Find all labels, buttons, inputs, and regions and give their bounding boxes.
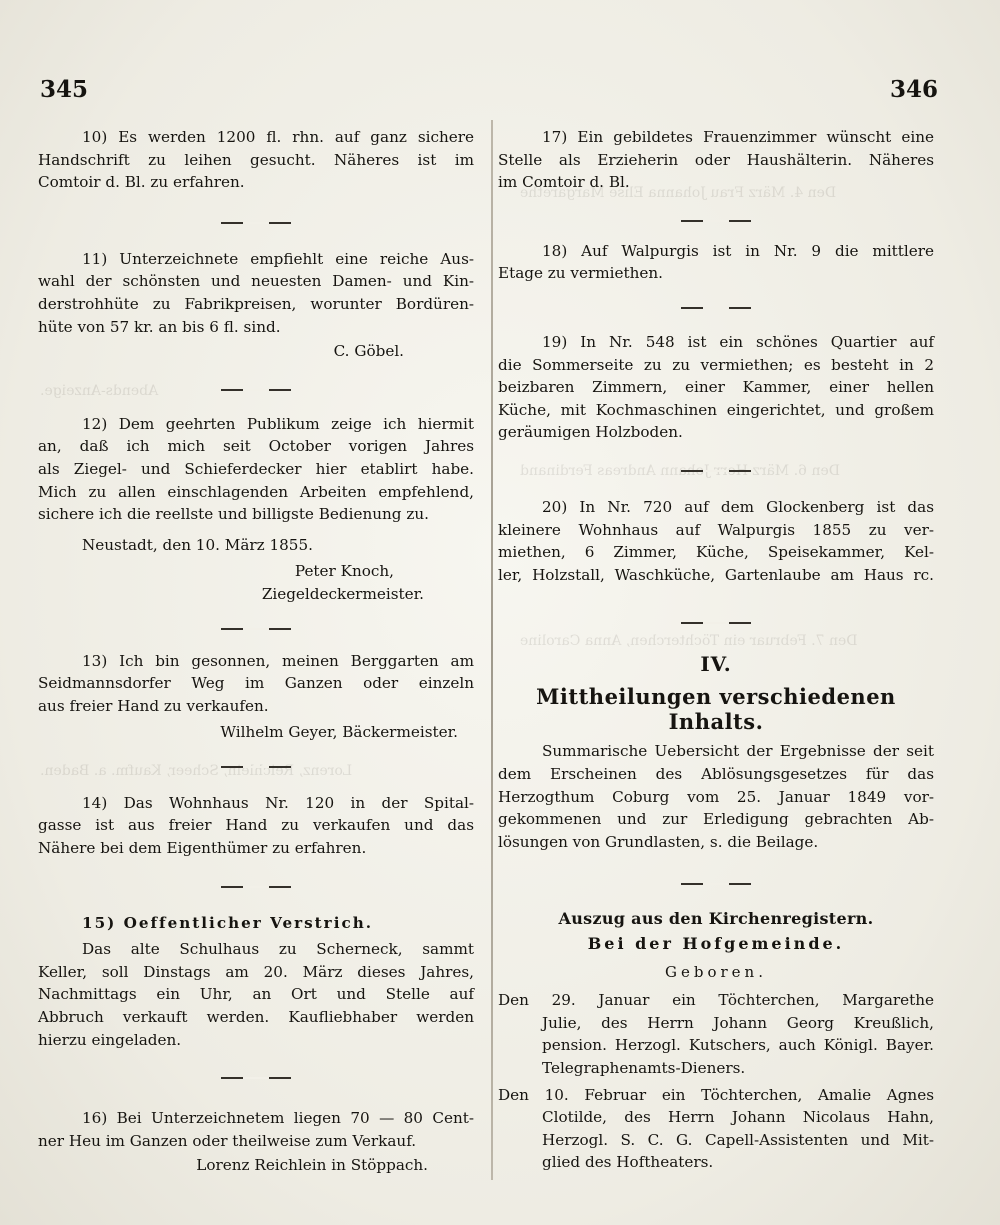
section-title: Mittheilungen verschiedenen Inhalts. — [536, 684, 896, 735]
notice-line: ner Heu im Ganzen oder theilweise zum Verkauf. — [38, 1131, 417, 1150]
notice-line: geräumigen Holzboden. — [498, 423, 683, 442]
notice-line: gasse ist aus freier Hand zu verkaufen und das — [38, 816, 474, 835]
section-number: IV. — [700, 652, 732, 677]
notice-line: Etage zu vermiethen. — [498, 264, 663, 283]
notice-title: 15) Oeffentlicher Verstrich. — [82, 913, 374, 932]
notice-line: 11) Unterzeichnete empfiehlt eine reiche Aus- — [82, 249, 474, 268]
notice-line: 20) In Nr. 720 auf dem Glockenberg ist das — [542, 497, 934, 516]
notice-line: Den 29. Januar ein Töchterchen, Margarethe — [498, 991, 934, 1010]
notice-11 — [38, 248, 474, 338]
notice-line: 13) Ich bin gesonnen, meinen Berggarten am — [82, 651, 474, 670]
birth-entry — [498, 989, 934, 1079]
notice-line: Julie, des Herrn Johann Georg Kreußlich, — [542, 1013, 934, 1032]
notice-line: Clotilde, des Herrn Johann Nicolaus Hahn, — [542, 1108, 934, 1127]
notice-line: an, daß ich mich seit October vorigen Jahres — [38, 437, 474, 456]
signature-title: Ziegeldeckermeister. — [261, 584, 424, 603]
parish-heading: Bei der Hofgemeinde. — [587, 934, 845, 954]
signature: C. Göbel. — [333, 342, 404, 361]
notice-line: miethen, 6 Zimmer, Küche, Speisekammer, Kel- — [498, 543, 934, 562]
notice-19 — [498, 331, 934, 444]
notice-14 — [38, 792, 474, 860]
notice-line: 17) Ein gebildetes Frauenzimmer wünscht eine — [542, 128, 934, 146]
notice-15 — [38, 912, 474, 1052]
notice-20 — [498, 496, 934, 586]
notice-line: Das alte Schulhaus zu Scherneck, sammt — [82, 940, 474, 959]
notice-line: Abbruch verkauft werden. Kaufliebhaber werden — [38, 1008, 474, 1027]
column-divider — [491, 120, 493, 1180]
notice-18 — [498, 240, 934, 285]
notice-16 — [38, 1107, 474, 1152]
registers-title: Auszug aus den Kirchenregistern. — [558, 909, 874, 929]
notice-line: 18) Auf Walpurgis ist in Nr. 9 die mittlere — [542, 241, 934, 260]
notice-line: Den 10. Februar ein Töchterchen, Amalie Agnes — [498, 1085, 934, 1104]
page-number-left: 345 — [40, 76, 89, 103]
notice-line: 12) Dem geehrten Publikum zeige ich hiermit — [82, 414, 474, 433]
bleed-through-text: Den 4. März Frau Johanna Elise Margarethe — [520, 185, 837, 201]
notice-line: beizbaren Zimmern, einer Kammer, einer hellen — [498, 378, 934, 397]
notice-line: sichere ich die reellste und billigste Bedienung zu. — [38, 505, 429, 524]
notice-line: die Sommerseite zu zu vermiethen; es besteht in 2 — [498, 355, 934, 374]
notice-line: aus freier Hand zu verkaufen. — [38, 696, 269, 715]
notice-line: Keller, soll Dinstags am 20. März dieses Jahres, — [38, 962, 474, 981]
notice-line: hüte von 57 kr. an bis 6 fl. sind. — [38, 317, 281, 336]
separator-rule — [681, 470, 751, 472]
notice-line: lösungen von Grundlasten, s. die Beilage. — [498, 832, 819, 851]
notice-13 — [38, 650, 474, 718]
notice-line: wahl der schönsten und neuesten Damen- und Kin- — [38, 272, 474, 291]
separator-rule — [681, 883, 751, 885]
notice-line: 16) Bei Unterzeichnetem liegen 70 — 80 Cent- — [82, 1109, 474, 1128]
separator-rule — [681, 307, 751, 309]
separator-rule — [221, 1077, 291, 1079]
notice-line: Handschrift zu leihen gesucht. Näheres ist im — [38, 150, 474, 169]
notice-line: Herzogl. S. C. G. Capell-Assistenten und Mit- — [542, 1130, 934, 1149]
notice-line: derstrohhüte zu Fabrikpreisen, worunter Bordüren- — [38, 294, 474, 313]
signature: Lorenz Reichlein in Stöppach. — [196, 1156, 428, 1175]
left-column — [38, 120, 474, 1177]
notice-line: Telegraphenamts-Dieners. — [542, 1059, 746, 1078]
separator-rule — [681, 220, 751, 222]
notice-line: gekommenen und zur Erledigung gebrachten Ab- — [498, 810, 934, 829]
notice-line: Mich zu allen einschlagenden Arbeiten empfehlend, — [38, 482, 474, 501]
notice-line: Summarische Uebersicht der Ergebnisse der seit — [542, 742, 934, 761]
bleed-through-text: Den 6. März Herr Johann Andreas Ferdinand — [520, 463, 840, 479]
notice-line: Comtoir d. Bl. zu erfahren. — [38, 173, 245, 192]
notice-line: 14) Das Wohnhaus Nr. 120 in der Spital- — [82, 793, 474, 812]
notice-12 — [38, 413, 474, 526]
separator-rule — [221, 886, 291, 888]
notice-line: ler, Holzstall, Waschküche, Gartenlaube am Haus rc. — [498, 565, 934, 584]
signature-name: Peter Knoch, — [294, 562, 394, 581]
notice-line: pension. Herzogl. Kutschers, auch Königl. Bayer. — [542, 1036, 934, 1055]
notice-line: als Ziegel- und Schieferdecker hier etablirt habe. — [38, 459, 474, 478]
notice-line: Stelle als Erzieherin oder Haushälterin. Näheres — [498, 150, 934, 169]
notice-line: glied des Hoftheaters. — [542, 1153, 714, 1172]
separator-rule — [221, 628, 291, 630]
separator-rule — [221, 766, 291, 768]
birth-entry — [498, 1084, 934, 1174]
notice-line: 19) In Nr. 548 ist ein schönes Quartier auf — [542, 332, 934, 351]
bleed-through-text: Abends-Anzeige. — [40, 383, 159, 399]
separator-rule — [221, 389, 291, 391]
signature: Wilhelm Geyer, Bäckermeister. — [220, 723, 458, 742]
notice-10 — [38, 126, 474, 194]
bleed-through-text: Lorenz, Reichlein, Scheer, Kaufm. a. Baden. — [40, 763, 353, 779]
separator-rule — [221, 222, 291, 224]
separator-rule — [681, 622, 751, 624]
births-subheading: Geboren. — [665, 963, 767, 982]
bleed-through-text: Den 7. Februar ein Töchterchen, Anna Caroline — [520, 633, 858, 649]
section-intro — [498, 740, 934, 853]
notice-line: hierzu eingeladen. — [38, 1030, 182, 1049]
notice-17 — [498, 126, 934, 194]
notice-line: 10) Es werden 1200 fl. rhn. auf ganz sichere — [82, 128, 474, 146]
page-number-right: 346 — [889, 76, 938, 103]
notice-line: Herzogthum Coburg vom 25. Januar 1849 vor- — [498, 787, 934, 806]
notice-line: Nähere bei dem Eigenthümer zu erfahren. — [38, 839, 367, 858]
notice-line: dem Erscheinen des Ablösungsgesetzes für das — [498, 764, 934, 783]
notice-line: kleinere Wohnhaus auf Walpurgis 1855 zu ver- — [498, 520, 934, 539]
notice-date: Neustadt, den 10. März 1855. — [82, 535, 313, 554]
notice-line: Seidmannsdorfer Weg im Ganzen oder einzeln — [38, 674, 474, 693]
right-column — [498, 120, 934, 1174]
notice-line: im Comtoir d. Bl. — [498, 173, 630, 192]
notice-line: Küche, mit Kochmaschinen eingerichtet, und großem — [498, 400, 934, 419]
notice-line: Nachmittags ein Uhr, an Ort und Stelle auf — [38, 985, 474, 1004]
